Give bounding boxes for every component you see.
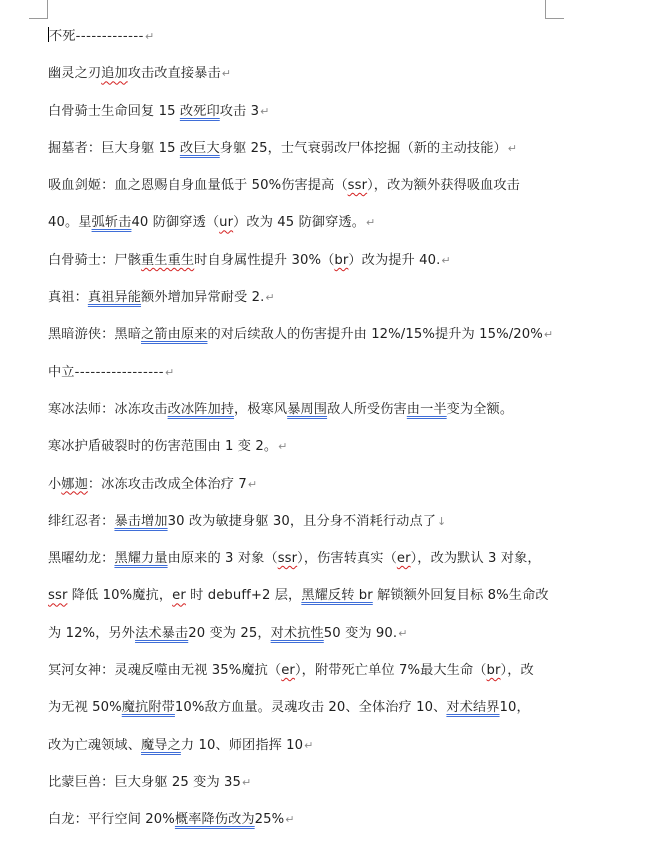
line-text: 白龙：平行空间 20% (48, 812, 175, 828)
paragraph-mark-icon: ↵ (278, 440, 288, 454)
line-text: 20 变为 25， (188, 625, 271, 641)
line-text: 吸血剑姬：血之恩赐自身血量低于 50%伤害提高（ (48, 178, 348, 194)
line-text: 寒冰护盾破裂时的伤害范围由 1 变 2。 (48, 439, 278, 455)
spelling-flagged-text: ur (219, 215, 234, 231)
paragraph-mark-icon: ↵ (144, 30, 155, 43)
line-text: 40 防御穿透（ (131, 215, 220, 231)
grammar-flagged-text: 魔导之 (141, 737, 181, 753)
grammar-flagged-text: 暴周围 (287, 401, 328, 417)
spelling-flagged-text: ssr (347, 178, 368, 194)
line-text: 幽灵之刃 (48, 66, 102, 82)
grammar-flagged-text: 由一半 (406, 401, 447, 417)
paragraph-mark-icon: ↵ (366, 216, 376, 230)
line-text: 40。星 (48, 215, 92, 231)
paragraph-mark-icon: ↵ (507, 141, 518, 155)
document-line[interactable] (48, 508, 568, 545)
document-line[interactable] (48, 620, 568, 657)
line-text: 攻击改直接暴击 (127, 66, 221, 82)
spelling-flagged-text: 娜迦 (61, 476, 88, 492)
paragraph-mark-icon: ↵ (441, 253, 451, 267)
document-line[interactable] (48, 433, 568, 470)
spelling-flagged-text: ssr (277, 551, 298, 567)
paragraph-mark-icon: ↵ (304, 738, 314, 752)
spelling-flagged-text: er (396, 551, 411, 567)
grammar-flagged-text: 弧斩击 (91, 215, 132, 231)
line-text: 变为全额。 (446, 401, 514, 417)
line-text: 10%敌方血量。灵魂攻击 20、全体治疗 10、 (174, 700, 447, 716)
line-text: 敌人所受伤害 (327, 401, 407, 417)
line-text: 冥河女神：灵魂反噬由无视 35%魔抗（ (48, 663, 282, 679)
line-text: 真祖： (48, 290, 88, 306)
line-text: 白骨骑士：尸骸 (48, 252, 142, 268)
line-text: 绯红忍者： (48, 513, 115, 529)
line-text: ：冰冻攻击改成全体治疗 7 (87, 476, 247, 492)
line-text: 改为亡魂领域、 (48, 737, 142, 753)
spelling-flagged-text: er (172, 588, 186, 604)
spelling-flagged-text: er (281, 663, 295, 679)
grammar-flagged-text: 对术抗性 (270, 625, 324, 641)
paragraph-mark-icon: ↵ (265, 291, 275, 305)
line-text: 掘墓者：巨大身躯 15 (48, 140, 180, 156)
document-line[interactable] (48, 172, 568, 209)
page-corner-mark-right (545, 0, 564, 19)
line-text: 时 debuff+2 层， (185, 588, 302, 604)
paragraph-mark-icon: ↵ (242, 775, 252, 789)
line-text: 黑曜幼龙： (48, 551, 115, 567)
line-text: 身躯 25，士气衰弱改尸体挖掘（新的主动技能） (219, 140, 507, 156)
spelling-flagged-text: 重生重生 (141, 252, 195, 268)
line-text: 额外增加异常耐受 2. (141, 290, 265, 306)
grammar-flagged-text: 暴击增加 (114, 513, 168, 529)
grammar-flagged-text: 改巨大 (179, 140, 220, 156)
document-line[interactable] (48, 769, 568, 806)
line-text: ）改为提升 40. (348, 252, 441, 268)
spelling-flagged-text: br (334, 252, 349, 268)
document-line[interactable] (48, 321, 568, 358)
line-text: ），改 (500, 663, 534, 679)
document-line[interactable] (48, 396, 568, 433)
line-text: 降低 10%魔抗， (67, 588, 173, 604)
grammar-flagged-text: 黑耀力量 (114, 551, 168, 567)
line-text: 小 (48, 476, 62, 492)
grammar-flagged-text: 之箭由原来 (141, 327, 208, 343)
grammar-flagged-text: 真祖异能 (87, 290, 142, 306)
document-line[interactable] (48, 284, 568, 321)
paragraph-mark-icon: ↵ (247, 477, 258, 491)
document-body[interactable] (48, 23, 568, 844)
line-text: 10， (499, 700, 530, 716)
grammar-flagged-text: 改死印 (179, 103, 220, 119)
grammar-flagged-text: 法术暴击 (135, 625, 189, 641)
document-line[interactable] (48, 209, 568, 246)
line-text: 为无视 50% (48, 700, 122, 716)
document-line[interactable] (48, 359, 568, 396)
document-line[interactable] (48, 135, 568, 172)
grammar-flagged-text: 黑耀反转 br (301, 588, 373, 604)
line-text: 攻击 3 (219, 103, 260, 119)
line-text: 寒冰法师：冰冻攻击 (48, 401, 168, 417)
paragraph-mark-icon: ↵ (260, 104, 270, 118)
grammar-flagged-text: 改冰阵加持 (167, 401, 235, 417)
line-text: 比蒙巨兽：巨大身躯 25 变为 35 (48, 774, 241, 790)
line-text: 为 12%，另外 (48, 625, 136, 641)
line-text: 25% (254, 812, 285, 828)
line-text: 解锁额外回复目标 8%生命改 (372, 588, 549, 604)
page-corner-mark-left (29, 0, 48, 19)
spelling-flagged-text: ssr (48, 588, 68, 604)
document-line[interactable] (48, 582, 568, 619)
document-line[interactable] (48, 806, 568, 843)
line-text: 不死 (49, 29, 76, 44)
document-line[interactable] (48, 98, 568, 135)
line-text: ，极寒风 (234, 401, 288, 417)
paragraph-mark-icon: ↵ (221, 67, 232, 81)
document-line[interactable] (48, 471, 568, 508)
paragraph-mark-icon: ↵ (164, 365, 175, 379)
spelling-flagged-text: 追加 (101, 66, 128, 82)
line-text: ------------- (75, 29, 144, 44)
paragraph-mark-icon: ↓ (437, 514, 447, 528)
line-text: 力 10、师团指挥 10 (180, 737, 304, 753)
grammar-flagged-text: 对术结界 (446, 700, 500, 716)
paragraph-mark-icon: ↵ (543, 328, 554, 342)
document-line[interactable] (48, 60, 568, 97)
line-text: 的对后续敌人的伤害提升由 12%/15%提升为 15%/20% (207, 327, 543, 343)
line-text: 黑暗游侠：黑暗 (48, 327, 142, 343)
line-text: ），伤害转真实（ (297, 551, 397, 567)
line-text: 30 改为敏捷身躯 30，且分身不消耗行动点了 (167, 513, 437, 529)
document-line[interactable] (48, 732, 568, 769)
document-line[interactable] (48, 247, 568, 284)
line-text: 白骨骑士生命回复 15 (48, 103, 180, 119)
line-text: 中立 (48, 364, 75, 380)
spelling-flagged-text: br (486, 663, 501, 679)
line-text: ），改为额外获得吸血攻击 (367, 178, 520, 194)
document-line[interactable] (48, 23, 568, 60)
line-text: ----------------- (74, 364, 164, 380)
grammar-flagged-text: 概率降伤改为 (174, 812, 255, 828)
paragraph-mark-icon: ↵ (398, 626, 408, 640)
line-text: ），改为默认 3 对象， (410, 551, 541, 567)
grammar-flagged-text: 魔抗附带 (121, 700, 175, 716)
document-line[interactable] (48, 545, 568, 582)
document-line[interactable] (48, 694, 568, 731)
line-text: 时自身属性提升 30%（ (194, 252, 335, 268)
paragraph-mark-icon: ↵ (285, 813, 295, 827)
line-text: 50 变为 90. (323, 625, 398, 641)
line-text: ），附带死亡单位 7%最大生命（ (294, 663, 487, 679)
line-text: 由原来的 3 对象（ (167, 551, 278, 567)
document-line[interactable] (48, 657, 568, 694)
line-text: ）改为 45 防御穿透。 (233, 215, 366, 231)
